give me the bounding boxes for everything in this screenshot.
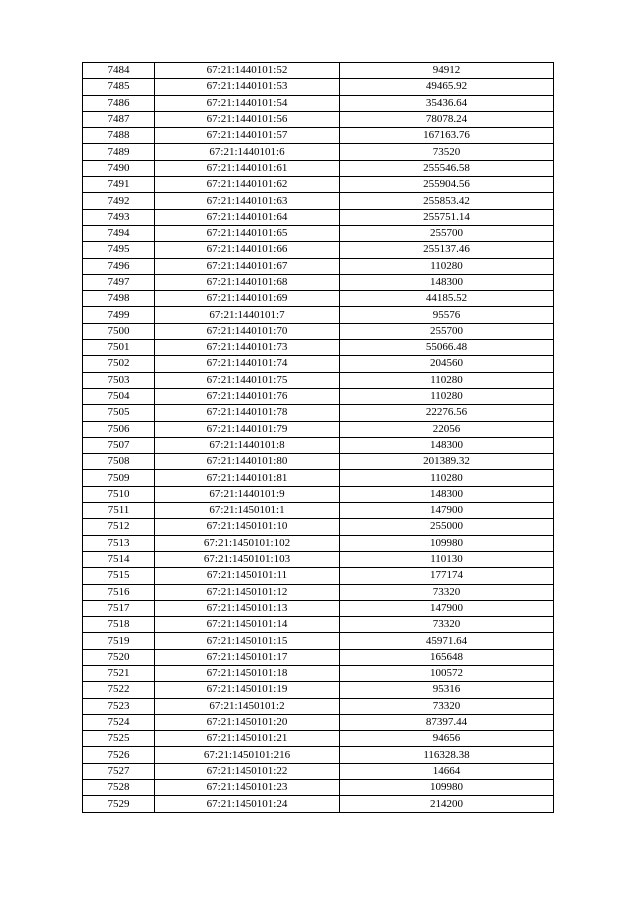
table-row xyxy=(83,568,554,584)
value-cell: 49465.92 xyxy=(340,79,554,95)
value-cell: 147900 xyxy=(340,503,554,519)
row-number-cell: 7488 xyxy=(83,128,155,144)
value-cell: 45971.64 xyxy=(340,633,554,649)
cadastral-number-cell: 67:21:1440101:64 xyxy=(155,209,340,225)
value-cell: 55066.48 xyxy=(340,340,554,356)
row-number-cell: 7489 xyxy=(83,144,155,160)
table-row xyxy=(83,63,554,79)
cadastral-number-cell: 67:21:1440101:66 xyxy=(155,242,340,258)
row-number-cell: 7520 xyxy=(83,649,155,665)
table-row xyxy=(83,747,554,763)
table-row xyxy=(83,731,554,747)
cadastral-number-cell: 67:21:1440101:67 xyxy=(155,258,340,274)
row-number-cell: 7517 xyxy=(83,600,155,616)
row-number-cell: 7516 xyxy=(83,584,155,600)
row-number-cell: 7494 xyxy=(83,225,155,241)
cadastral-number-cell: 67:21:1450101:21 xyxy=(155,731,340,747)
row-number-cell: 7522 xyxy=(83,682,155,698)
value-cell: 110280 xyxy=(340,372,554,388)
value-cell: 255853.42 xyxy=(340,193,554,209)
row-number-cell: 7500 xyxy=(83,323,155,339)
value-cell: 87397.44 xyxy=(340,714,554,730)
value-cell: 73520 xyxy=(340,144,554,160)
value-cell: 109980 xyxy=(340,535,554,551)
table-row xyxy=(83,421,554,437)
row-number-cell: 7485 xyxy=(83,79,155,95)
value-cell: 22276.56 xyxy=(340,405,554,421)
value-cell: 110130 xyxy=(340,551,554,567)
value-cell: 109980 xyxy=(340,780,554,796)
cadastral-number-cell: 67:21:1450101:11 xyxy=(155,568,340,584)
cadastral-number-cell: 67:21:1440101:6 xyxy=(155,144,340,160)
table-row xyxy=(83,209,554,225)
value-cell: 201389.32 xyxy=(340,454,554,470)
row-number-cell: 7506 xyxy=(83,421,155,437)
table-row xyxy=(83,79,554,95)
value-cell: 177174 xyxy=(340,568,554,584)
value-cell: 73320 xyxy=(340,698,554,714)
cadastral-number-cell: 67:21:1440101:76 xyxy=(155,388,340,404)
value-cell: 110280 xyxy=(340,258,554,274)
row-number-cell: 7527 xyxy=(83,763,155,779)
cadastral-number-cell: 67:21:1440101:75 xyxy=(155,372,340,388)
value-cell: 204560 xyxy=(340,356,554,372)
table-row xyxy=(83,372,554,388)
cadastral-number-cell: 67:21:1450101:23 xyxy=(155,780,340,796)
cadastral-number-cell: 67:21:1440101:79 xyxy=(155,421,340,437)
row-number-cell: 7503 xyxy=(83,372,155,388)
table-row xyxy=(83,649,554,665)
value-cell: 94912 xyxy=(340,63,554,79)
value-cell: 255137.46 xyxy=(340,242,554,258)
table-row xyxy=(83,177,554,193)
row-number-cell: 7498 xyxy=(83,291,155,307)
cadastral-number-cell: 67:21:1440101:74 xyxy=(155,356,340,372)
cadastral-number-cell: 67:21:1440101:70 xyxy=(155,323,340,339)
row-number-cell: 7518 xyxy=(83,617,155,633)
value-cell: 214200 xyxy=(340,796,554,812)
row-number-cell: 7515 xyxy=(83,568,155,584)
table-row xyxy=(83,242,554,258)
table-row xyxy=(83,128,554,144)
row-number-cell: 7511 xyxy=(83,503,155,519)
value-cell: 255904.56 xyxy=(340,177,554,193)
table-row xyxy=(83,698,554,714)
row-number-cell: 7496 xyxy=(83,258,155,274)
table-row xyxy=(83,617,554,633)
value-cell: 100572 xyxy=(340,665,554,681)
table-row xyxy=(83,388,554,404)
cadastral-number-cell: 67:21:1450101:103 xyxy=(155,551,340,567)
table-row xyxy=(83,307,554,323)
row-number-cell: 7528 xyxy=(83,780,155,796)
row-number-cell: 7493 xyxy=(83,209,155,225)
row-number-cell: 7491 xyxy=(83,177,155,193)
value-cell: 148300 xyxy=(340,437,554,453)
table-row xyxy=(83,323,554,339)
table-row xyxy=(83,274,554,290)
cadastral-value-table xyxy=(82,62,554,813)
table-row xyxy=(83,356,554,372)
table-row xyxy=(83,584,554,600)
cadastral-number-cell: 67:21:1440101:68 xyxy=(155,274,340,290)
value-cell: 167163.76 xyxy=(340,128,554,144)
cadastral-number-cell: 67:21:1450101:19 xyxy=(155,682,340,698)
cadastral-number-cell: 67:21:1440101:53 xyxy=(155,79,340,95)
table-row xyxy=(83,682,554,698)
cadastral-number-cell: 67:21:1440101:61 xyxy=(155,160,340,176)
value-cell: 110280 xyxy=(340,388,554,404)
row-number-cell: 7505 xyxy=(83,405,155,421)
cadastral-number-cell: 67:21:1440101:7 xyxy=(155,307,340,323)
value-cell: 147900 xyxy=(340,600,554,616)
cadastral-number-cell: 67:21:1440101:78 xyxy=(155,405,340,421)
cadastral-number-cell: 67:21:1440101:54 xyxy=(155,95,340,111)
table-row xyxy=(83,454,554,470)
row-number-cell: 7490 xyxy=(83,160,155,176)
row-number-cell: 7519 xyxy=(83,633,155,649)
table-row xyxy=(83,95,554,111)
value-cell: 95576 xyxy=(340,307,554,323)
cadastral-number-cell: 67:21:1440101:8 xyxy=(155,437,340,453)
value-cell: 14664 xyxy=(340,763,554,779)
value-cell: 255700 xyxy=(340,323,554,339)
table-row xyxy=(83,600,554,616)
cadastral-number-cell: 67:21:1440101:73 xyxy=(155,340,340,356)
row-number-cell: 7525 xyxy=(83,731,155,747)
value-cell: 110280 xyxy=(340,470,554,486)
table-row xyxy=(83,486,554,502)
cadastral-number-cell: 67:21:1440101:9 xyxy=(155,486,340,502)
table-row xyxy=(83,144,554,160)
table-row xyxy=(83,780,554,796)
cadastral-number-cell: 67:21:1440101:56 xyxy=(155,111,340,127)
value-cell: 255546.58 xyxy=(340,160,554,176)
table-row xyxy=(83,503,554,519)
cadastral-number-cell: 67:21:1440101:65 xyxy=(155,225,340,241)
table-row xyxy=(83,437,554,453)
row-number-cell: 7526 xyxy=(83,747,155,763)
value-cell: 255700 xyxy=(340,225,554,241)
cadastral-number-cell: 67:21:1450101:14 xyxy=(155,617,340,633)
value-cell: 255751.14 xyxy=(340,209,554,225)
value-cell: 255000 xyxy=(340,519,554,535)
row-number-cell: 7504 xyxy=(83,388,155,404)
row-number-cell: 7499 xyxy=(83,307,155,323)
cadastral-number-cell: 67:21:1450101:24 xyxy=(155,796,340,812)
table-row xyxy=(83,258,554,274)
row-number-cell: 7523 xyxy=(83,698,155,714)
row-number-cell: 7510 xyxy=(83,486,155,502)
row-number-cell: 7487 xyxy=(83,111,155,127)
value-cell: 95316 xyxy=(340,682,554,698)
cadastral-number-cell: 67:21:1440101:80 xyxy=(155,454,340,470)
value-cell: 165648 xyxy=(340,649,554,665)
table-row xyxy=(83,714,554,730)
table-row xyxy=(83,763,554,779)
cadastral-number-cell: 67:21:1440101:63 xyxy=(155,193,340,209)
value-cell: 22056 xyxy=(340,421,554,437)
table-row xyxy=(83,405,554,421)
table-body xyxy=(83,63,554,813)
cadastral-number-cell: 67:21:1450101:22 xyxy=(155,763,340,779)
row-number-cell: 7509 xyxy=(83,470,155,486)
table-row xyxy=(83,291,554,307)
row-number-cell: 7512 xyxy=(83,519,155,535)
cadastral-number-cell: 67:21:1440101:69 xyxy=(155,291,340,307)
row-number-cell: 7507 xyxy=(83,437,155,453)
row-number-cell: 7495 xyxy=(83,242,155,258)
row-number-cell: 7529 xyxy=(83,796,155,812)
cadastral-number-cell: 67:21:1440101:62 xyxy=(155,177,340,193)
row-number-cell: 7513 xyxy=(83,535,155,551)
row-number-cell: 7524 xyxy=(83,714,155,730)
cadastral-number-cell: 67:21:1450101:1 xyxy=(155,503,340,519)
table-row xyxy=(83,796,554,812)
row-number-cell: 7502 xyxy=(83,356,155,372)
table-row xyxy=(83,111,554,127)
cadastral-number-cell: 67:21:1450101:216 xyxy=(155,747,340,763)
cadastral-number-cell: 67:21:1450101:12 xyxy=(155,584,340,600)
cadastral-number-cell: 67:21:1450101:20 xyxy=(155,714,340,730)
value-cell: 44185.52 xyxy=(340,291,554,307)
value-cell: 73320 xyxy=(340,617,554,633)
cadastral-number-cell: 67:21:1450101:15 xyxy=(155,633,340,649)
value-cell: 35436.64 xyxy=(340,95,554,111)
value-cell: 73320 xyxy=(340,584,554,600)
row-number-cell: 7501 xyxy=(83,340,155,356)
cadastral-number-cell: 67:21:1450101:102 xyxy=(155,535,340,551)
row-number-cell: 7497 xyxy=(83,274,155,290)
table-row xyxy=(83,665,554,681)
value-cell: 148300 xyxy=(340,486,554,502)
table-row xyxy=(83,535,554,551)
table-row xyxy=(83,633,554,649)
row-number-cell: 7486 xyxy=(83,95,155,111)
cadastral-number-cell: 67:21:1440101:52 xyxy=(155,63,340,79)
table-row xyxy=(83,160,554,176)
row-number-cell: 7521 xyxy=(83,665,155,681)
value-cell: 78078.24 xyxy=(340,111,554,127)
cadastral-number-cell: 67:21:1450101:18 xyxy=(155,665,340,681)
value-cell: 94656 xyxy=(340,731,554,747)
cadastral-number-cell: 67:21:1440101:57 xyxy=(155,128,340,144)
table-row xyxy=(83,551,554,567)
cadastral-number-cell: 67:21:1450101:10 xyxy=(155,519,340,535)
table-row xyxy=(83,519,554,535)
table-row xyxy=(83,340,554,356)
table-row xyxy=(83,193,554,209)
value-cell: 116328.38 xyxy=(340,747,554,763)
cadastral-number-cell: 67:21:1450101:13 xyxy=(155,600,340,616)
row-number-cell: 7514 xyxy=(83,551,155,567)
cadastral-number-cell: 67:21:1450101:2 xyxy=(155,698,340,714)
row-number-cell: 7484 xyxy=(83,63,155,79)
table-row xyxy=(83,225,554,241)
cadastral-number-cell: 67:21:1440101:81 xyxy=(155,470,340,486)
row-number-cell: 7508 xyxy=(83,454,155,470)
row-number-cell: 7492 xyxy=(83,193,155,209)
value-cell: 148300 xyxy=(340,274,554,290)
cadastral-number-cell: 67:21:1450101:17 xyxy=(155,649,340,665)
table-row xyxy=(83,470,554,486)
